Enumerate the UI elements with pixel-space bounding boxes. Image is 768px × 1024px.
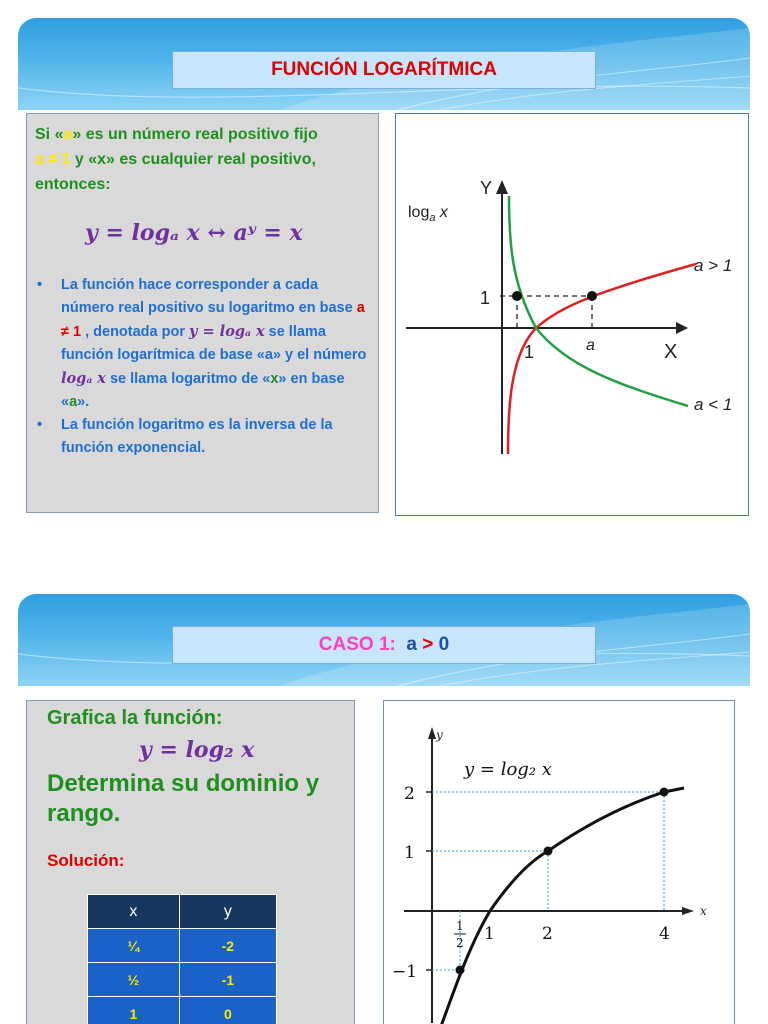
table-cell: ¼ [88,929,180,963]
xtick-2: 2 [542,924,553,944]
intro-a-neq-1: a ≠ 1 [35,151,71,168]
ytick-1: 1 [404,843,415,863]
label-a-gt-1: a > 1 [694,256,733,275]
log2-graph [384,701,734,1024]
definition-intro [35,122,375,197]
table-header-y: y [179,895,276,929]
x-axis-arrow [676,322,688,334]
point-half [456,966,465,975]
xtick-half-num: 1 [456,919,464,933]
log-graph [396,114,748,515]
bullet1-a: a [69,394,78,410]
bullet1-base: a ≠ 1 [61,300,365,340]
tick-y-1: 1 [480,288,491,308]
bullet-item: • La función logaritmo es la inversa de la función exponencial. [35,414,375,460]
tick-x-a: a [586,337,595,354]
intro-a: a [63,126,73,143]
table-cell: 1 [88,997,180,1024]
table-row [88,997,277,1024]
x-axis-arrow [682,907,694,915]
point-4 [660,788,669,797]
ytick-m1: −1 [392,962,418,982]
case-label: CASO 1: [318,634,396,655]
case-cond-0: 0 [438,634,450,655]
table-cell: -1 [179,963,276,997]
table-row [88,963,277,997]
table-cell: -2 [179,929,276,963]
point-red [587,291,597,301]
exercise-formula: y = log₂ x [139,737,255,763]
log-graph-panel [395,113,749,516]
case-cond-op: > [422,634,434,655]
tick-x-1: 1 [524,342,535,362]
log2-curve [440,788,684,1024]
axis-x-label: X [664,341,678,363]
definition-bullets [35,274,375,460]
bullet1-math-2: logₐ x [61,370,106,387]
ylabel: $\log_a x$ [408,204,448,224]
intro-text-3: y «x» es cualquier real positivo, entonces: [35,151,316,193]
xtick-half-den: 2 [456,936,464,950]
axis-x-label: x [700,904,707,918]
bullet1-text-1: La función hace corresponder a cada número real positivo su logaritmo en base [61,277,357,316]
bullet1-x: x [270,371,279,387]
bullet1-text-2: , denotada por [81,324,190,340]
table-row [88,929,277,963]
case-cond-a: a [406,634,417,655]
log-definition-formula: y = logₐ x ↔ aʸ = x [85,220,303,246]
axis-y-label: y [436,728,443,742]
table-cell: 0 [179,997,276,1024]
exercise-title: Grafica la función: [47,707,223,729]
axis-y-label: Y [480,178,493,198]
y-axis-arrow [496,180,508,194]
xtick-4: 4 [659,924,670,944]
point-green [512,291,522,301]
intro-text-1: Si « [35,126,64,143]
bullet1-text-6: ». [77,394,90,410]
bullet-item [35,274,375,414]
table-header-x: x [88,895,180,929]
values-table [87,894,277,1024]
definition-panel [26,113,379,513]
table-header-row [88,895,277,929]
slide2-title [172,626,596,664]
y-axis-arrow [428,727,436,739]
table-cell: ½ [88,963,180,997]
solution-label: Solución: [47,851,125,870]
exercise-panel [26,700,355,1024]
bullet1-text-4: se llama logaritmo de « [105,371,271,387]
curve-a-lt-1 [509,196,688,406]
bullet1-math-1: y = logₐ x [189,323,265,340]
graph-title: y = log₂ x [464,759,552,780]
bullet1-text-5: » en base « [61,371,345,410]
point-2 [544,847,553,856]
intro-text-2: » es un número real positivo fijo [72,126,318,143]
slide1-title: FUNCIÓN LOGARÍTMICA [172,51,596,89]
ytick-2: 2 [404,784,415,804]
log2-graph-panel [383,700,735,1024]
exercise-task: Determina su dominio y rango. [47,770,320,827]
label-a-lt-1: a < 1 [694,395,733,414]
xtick-1: 1 [484,924,495,944]
bullet1-text-3: se llama función logarítmica de base «a» y el número [61,324,367,363]
